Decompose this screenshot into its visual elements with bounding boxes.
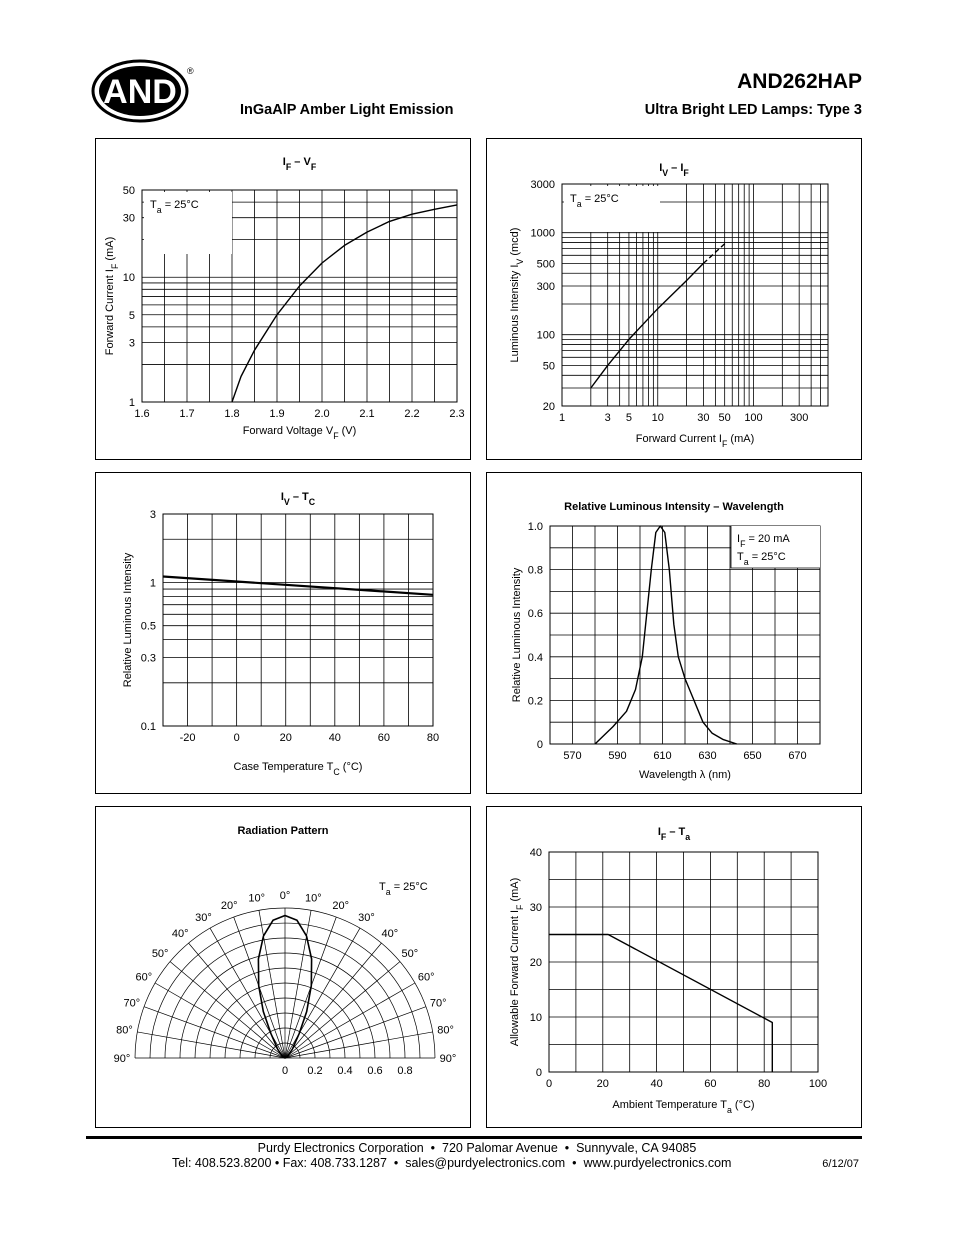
y-tick-label: 50	[542, 360, 555, 373]
chart-iv-tc	[95, 472, 471, 794]
chart-title: $I_F - T_a$	[657, 826, 691, 842]
x-tick-label: 2.0	[314, 408, 330, 420]
y-tick-label: 20	[542, 401, 555, 413]
angle-label: 80°	[116, 1024, 133, 1037]
x-axis-label: Case Temperature $T_C$ (°C)	[233, 761, 363, 777]
angle-label: 20°	[332, 899, 350, 912]
plot-area	[142, 190, 457, 402]
angle-label: 50°	[151, 948, 169, 961]
radial-label: 0.2	[307, 1065, 323, 1077]
y-tick-label: 0.3	[140, 652, 156, 665]
data-series-1	[549, 935, 772, 1073]
y-axis-label: Relative Luminous Intensity	[122, 552, 134, 688]
x-axis-label: Forward Current $I_F$ (mA)	[635, 433, 755, 449]
angle-label: 30°	[358, 911, 375, 924]
footer-date: 6/12/07	[822, 1158, 859, 1170]
chart-title: $I_V - I_F$	[659, 162, 689, 178]
y-axis-label: Allowable Forward Current $I_F$ (mA)	[509, 877, 525, 1047]
x-tick-label: 30	[697, 412, 710, 424]
y-tick-label: 3	[128, 337, 135, 350]
angle-label: 60°	[417, 971, 435, 984]
annotation-text: $T_a = 25^\circ C$	[150, 199, 199, 215]
x-axis-label: Forward Voltage $V_F$ (V)	[242, 425, 357, 441]
x-tick-label: 1.9	[269, 408, 285, 420]
x-tick-label: 3	[604, 412, 611, 424]
x-tick-label: 20	[279, 732, 292, 744]
annotation-text: $T_a = 25^\circ C$	[379, 881, 428, 897]
y-tick-label: 10	[529, 1012, 542, 1024]
x-axis-label: Wavelength λ (nm)	[639, 769, 731, 781]
x-tick-label: -20	[179, 732, 196, 744]
x-tick-label: 1.8	[224, 408, 240, 420]
logo-text: AND	[103, 73, 177, 111]
angle-label: 70°	[429, 997, 447, 1010]
chart-frame	[96, 807, 471, 1128]
annotation-text: $T_a = 25^\circ C$	[570, 193, 619, 209]
angle-label: 10°	[248, 892, 266, 905]
chart-title: Relative Luminous Intensity – Wavelength	[564, 501, 784, 513]
x-tick-label: 1	[558, 412, 566, 424]
x-tick-label: 2.3	[449, 408, 465, 420]
radial-label: 0.8	[397, 1065, 413, 1077]
y-tick-label: 50	[122, 185, 135, 197]
y-tick-label: 0.5	[140, 620, 156, 633]
y-tick-label: 0.8	[527, 564, 543, 577]
angle-label: 0°	[279, 890, 291, 902]
x-tick-label: 40	[328, 732, 341, 744]
footer-address: Purdy Electronics Corporation • 720 Palomar Avenue • Sunnyvale, CA 94085	[257, 1141, 697, 1155]
y-tick-label: 5	[128, 309, 135, 322]
angle-label: 30°	[195, 911, 212, 924]
y-tick-label: 0	[536, 739, 543, 751]
y-tick-label: 1.0	[527, 521, 543, 533]
chart-title: $I_V - T_C$	[280, 491, 316, 507]
chart-if-ta	[486, 806, 862, 1128]
chart-iv-if	[486, 138, 862, 460]
radial-label: 0.4	[337, 1065, 353, 1077]
footer-contact: Tel: 408.523.8200 • Fax: 408.733.1287 • sales@purdyelectronics.com • www.purdyelectronics.com	[172, 1156, 732, 1170]
left-subtitle: InGaAlP Amber Light Emission	[240, 102, 454, 118]
y-tick-label: 10	[122, 272, 135, 285]
angle-label: 20°	[220, 899, 238, 912]
angle-label: 50°	[401, 948, 419, 961]
x-tick-label: 40	[650, 1078, 663, 1090]
x-tick-label: 610	[653, 750, 672, 762]
radial-label: 0	[281, 1065, 289, 1077]
y-tick-label: 20	[529, 957, 542, 969]
angle-label: 70°	[123, 997, 141, 1010]
x-tick-label: 20	[596, 1078, 609, 1090]
angle-label: 80°	[437, 1024, 454, 1037]
x-axis-label: Ambient Temperature $T_a$ (°C)	[612, 1099, 755, 1115]
plot-area	[562, 184, 828, 406]
x-tick-label: 80	[758, 1078, 771, 1090]
x-tick-label: 670	[788, 750, 807, 762]
x-tick-label: 630	[698, 750, 717, 762]
y-axis-label: Relative Luminous Intensity	[511, 567, 523, 703]
data-series-2	[703, 244, 724, 264]
x-tick-label: 0	[545, 1078, 553, 1090]
x-tick-label: 1.6	[134, 408, 150, 420]
chart-title: Radiation Pattern	[237, 825, 329, 837]
y-axis-label: Forward Current $I_F$ (mA)	[104, 236, 120, 356]
chart-radiation	[95, 806, 471, 1128]
y-axis-label: Luminous Intensity $I_V$ (mcd)	[509, 227, 525, 363]
radial-label: 0.6	[367, 1065, 383, 1077]
y-tick-label: 1	[149, 577, 156, 590]
x-tick-label: 100	[744, 412, 763, 424]
x-tick-label: 2.1	[359, 408, 375, 420]
x-tick-label: 50	[718, 412, 731, 424]
footer-rule	[86, 1136, 862, 1139]
y-tick-label: 3	[149, 509, 156, 521]
x-tick-label: 5	[625, 412, 632, 424]
y-tick-label: 3000	[530, 179, 555, 191]
registered-mark: ®	[187, 66, 194, 76]
y-tick-label: 300	[536, 281, 555, 294]
x-tick-label: 100	[808, 1078, 828, 1090]
chart-frame	[487, 807, 862, 1128]
annotation-text: $I_F = 20$ mA	[737, 533, 790, 549]
y-tick-label: 0.6	[527, 608, 543, 621]
part-number: AND262HAP	[737, 70, 862, 93]
y-tick-label: 1	[128, 397, 135, 409]
angle-label: 40°	[171, 928, 189, 941]
x-tick-label: 60	[704, 1078, 717, 1090]
x-tick-label: 650	[743, 750, 762, 762]
y-tick-label: 30	[529, 902, 542, 914]
y-tick-label: 500	[536, 258, 555, 271]
angle-label: 40°	[381, 928, 399, 941]
right-subtitle: Ultra Bright LED Lamps: Type 3	[644, 102, 862, 118]
plot-border	[163, 514, 433, 726]
x-tick-label: 570	[563, 750, 582, 762]
x-tick-label: 60	[377, 732, 391, 744]
chart-spectrum	[486, 472, 862, 794]
angle-label: 90°	[439, 1053, 457, 1065]
y-tick-label: 30	[122, 212, 135, 225]
plot-area	[549, 852, 818, 1072]
company-logo	[90, 58, 194, 124]
plot-area	[163, 514, 433, 726]
y-tick-label: 0.2	[527, 695, 543, 708]
y-tick-label: 100	[536, 329, 555, 342]
y-tick-label: 0	[535, 1067, 542, 1079]
annotation-text: $T_a = 25^\circ C$	[737, 551, 786, 567]
x-tick-label: 590	[608, 750, 627, 762]
data-series-1	[163, 577, 433, 595]
x-tick-label: 0	[233, 732, 240, 744]
chart-title: $I_F - V_F$	[282, 156, 317, 172]
chart-if-vf	[95, 138, 471, 460]
x-tick-label: 300	[789, 412, 809, 424]
y-tick-label: 40	[529, 847, 542, 859]
x-tick-label: 80	[426, 732, 440, 744]
y-tick-label: 0.4	[527, 651, 543, 664]
x-tick-label: 1.7	[179, 408, 195, 420]
y-tick-label: 1000	[530, 227, 555, 240]
x-tick-label: 10	[651, 412, 664, 424]
y-tick-label: 0.1	[140, 721, 156, 733]
x-tick-label: 2.2	[404, 408, 420, 420]
angle-label: 10°	[304, 892, 322, 905]
plot-area	[550, 526, 820, 744]
angle-label: 90°	[113, 1053, 131, 1065]
angle-label: 60°	[135, 971, 153, 984]
